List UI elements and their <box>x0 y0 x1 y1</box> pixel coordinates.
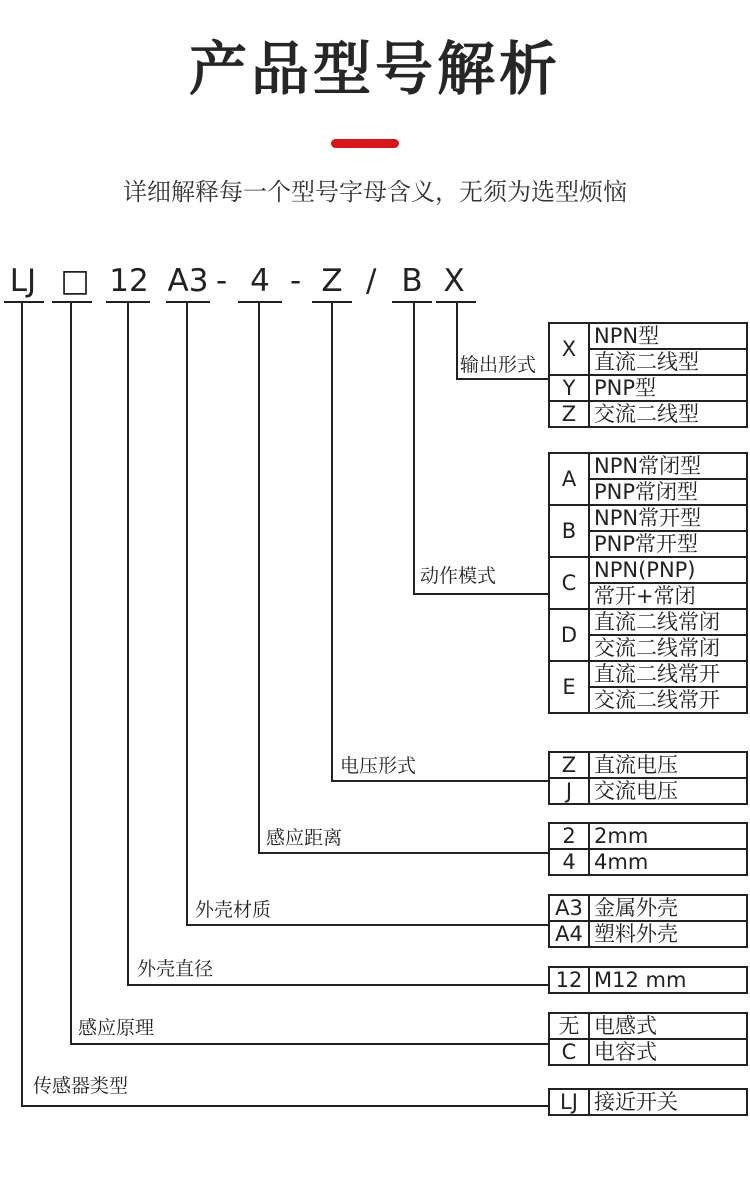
option-description: 交流二线型 <box>589 401 747 427</box>
option-description: 电容式 <box>589 1039 747 1065</box>
option-description: 交流二线常闭 <box>589 635 747 661</box>
option-description: 交流二线常开 <box>589 687 747 713</box>
category-label-output-mode: 输出形式 <box>460 354 537 376</box>
category-label-sensing-distance: 感应距离 <box>266 827 343 849</box>
option-code: C <box>549 1039 589 1065</box>
category-label-sensing-principle: 感应原理 <box>78 1017 155 1039</box>
options-table-sensing-principle <box>548 1012 748 1066</box>
option-row <box>549 921 747 947</box>
option-code: X <box>549 323 589 375</box>
option-row <box>549 401 747 427</box>
option-description: PNP常闭型 <box>589 479 747 505</box>
option-row <box>549 557 747 583</box>
code-separator: - <box>290 263 302 299</box>
code-segment-material: A3 <box>167 263 209 299</box>
option-description: 常开+常闭 <box>589 583 747 609</box>
code-segment-output: X <box>443 263 465 299</box>
category-label-housing-material: 外壳材质 <box>195 899 272 921</box>
options-table-sensing-distance <box>548 822 748 876</box>
option-description: 塑料外壳 <box>589 921 747 947</box>
option-row <box>549 1089 747 1115</box>
option-description: NPN型 <box>589 323 747 349</box>
code-segment-principle: □ <box>60 263 90 299</box>
option-row <box>549 1013 747 1039</box>
option-row <box>549 967 747 993</box>
option-row <box>549 778 747 804</box>
option-code: 4 <box>549 849 589 875</box>
code-segment-diameter: 12 <box>109 263 149 299</box>
page-subtitle: 详细解释每一个型号字母含义，无须为选型烦恼 <box>123 178 627 206</box>
option-description: NPN(PNP) <box>589 557 747 583</box>
option-row <box>549 895 747 921</box>
option-code: D <box>549 609 589 661</box>
option-code: 无 <box>549 1013 589 1039</box>
option-code: A <box>549 453 589 505</box>
option-row <box>549 375 747 401</box>
option-code: B <box>549 505 589 557</box>
code-segment-action: B <box>401 263 423 299</box>
option-row <box>549 323 747 349</box>
option-description: 金属外壳 <box>589 895 747 921</box>
option-description: PNP常开型 <box>589 531 747 557</box>
option-row <box>549 752 747 778</box>
option-row <box>549 661 747 687</box>
option-row <box>549 453 747 479</box>
connector-sensor-type <box>21 303 548 1107</box>
category-label-sensor-type: 传感器类型 <box>33 1075 129 1097</box>
option-code: 12 <box>549 967 589 993</box>
options-table-action-mode <box>548 452 748 714</box>
category-label-action-mode: 动作模式 <box>420 565 497 587</box>
code-segment-type: LJ <box>9 263 37 299</box>
option-code: Z <box>549 401 589 427</box>
option-description: 接近开关 <box>589 1089 747 1115</box>
code-segment-voltage: Z <box>321 263 343 299</box>
option-description: 4mm <box>589 849 747 875</box>
option-row <box>549 609 747 635</box>
option-code: A3 <box>549 895 589 921</box>
option-row <box>549 1039 747 1065</box>
code-separator: - <box>216 263 228 299</box>
options-table-voltage-form <box>548 751 748 805</box>
options-table-output-mode <box>548 322 748 428</box>
option-description: 直流电压 <box>589 752 747 778</box>
option-description: M12 mm <box>589 967 747 993</box>
option-code: A4 <box>549 921 589 947</box>
option-description: 直流二线常开 <box>589 661 747 687</box>
options-table-sensor-type <box>548 1088 748 1116</box>
option-row <box>549 505 747 531</box>
option-description: NPN常闭型 <box>589 453 747 479</box>
option-description: 电感式 <box>589 1013 747 1039</box>
option-description: 直流二线型 <box>589 349 747 375</box>
option-code: 2 <box>549 823 589 849</box>
category-label-housing-diameter: 外壳直径 <box>137 958 214 980</box>
option-code: J <box>549 778 589 804</box>
code-segment-distance: 4 <box>250 263 270 299</box>
options-table-housing-material <box>548 894 748 948</box>
page-title: 产品型号解析 <box>188 35 561 103</box>
title-accent-bar <box>331 139 399 148</box>
options-table-housing-diameter <box>548 966 748 994</box>
option-description: 直流二线常闭 <box>589 609 747 635</box>
option-code: C <box>549 557 589 609</box>
option-description: 2mm <box>589 823 747 849</box>
option-description: NPN常开型 <box>589 505 747 531</box>
category-label-voltage-form: 电压形式 <box>340 755 417 777</box>
option-code: E <box>549 661 589 713</box>
option-row <box>549 849 747 875</box>
option-code: Y <box>549 375 589 401</box>
option-description: PNP型 <box>589 375 747 401</box>
option-code: Z <box>549 752 589 778</box>
code-separator: / <box>366 263 377 299</box>
option-description: 交流电压 <box>589 778 747 804</box>
option-code: LJ <box>549 1089 589 1115</box>
option-row <box>549 823 747 849</box>
